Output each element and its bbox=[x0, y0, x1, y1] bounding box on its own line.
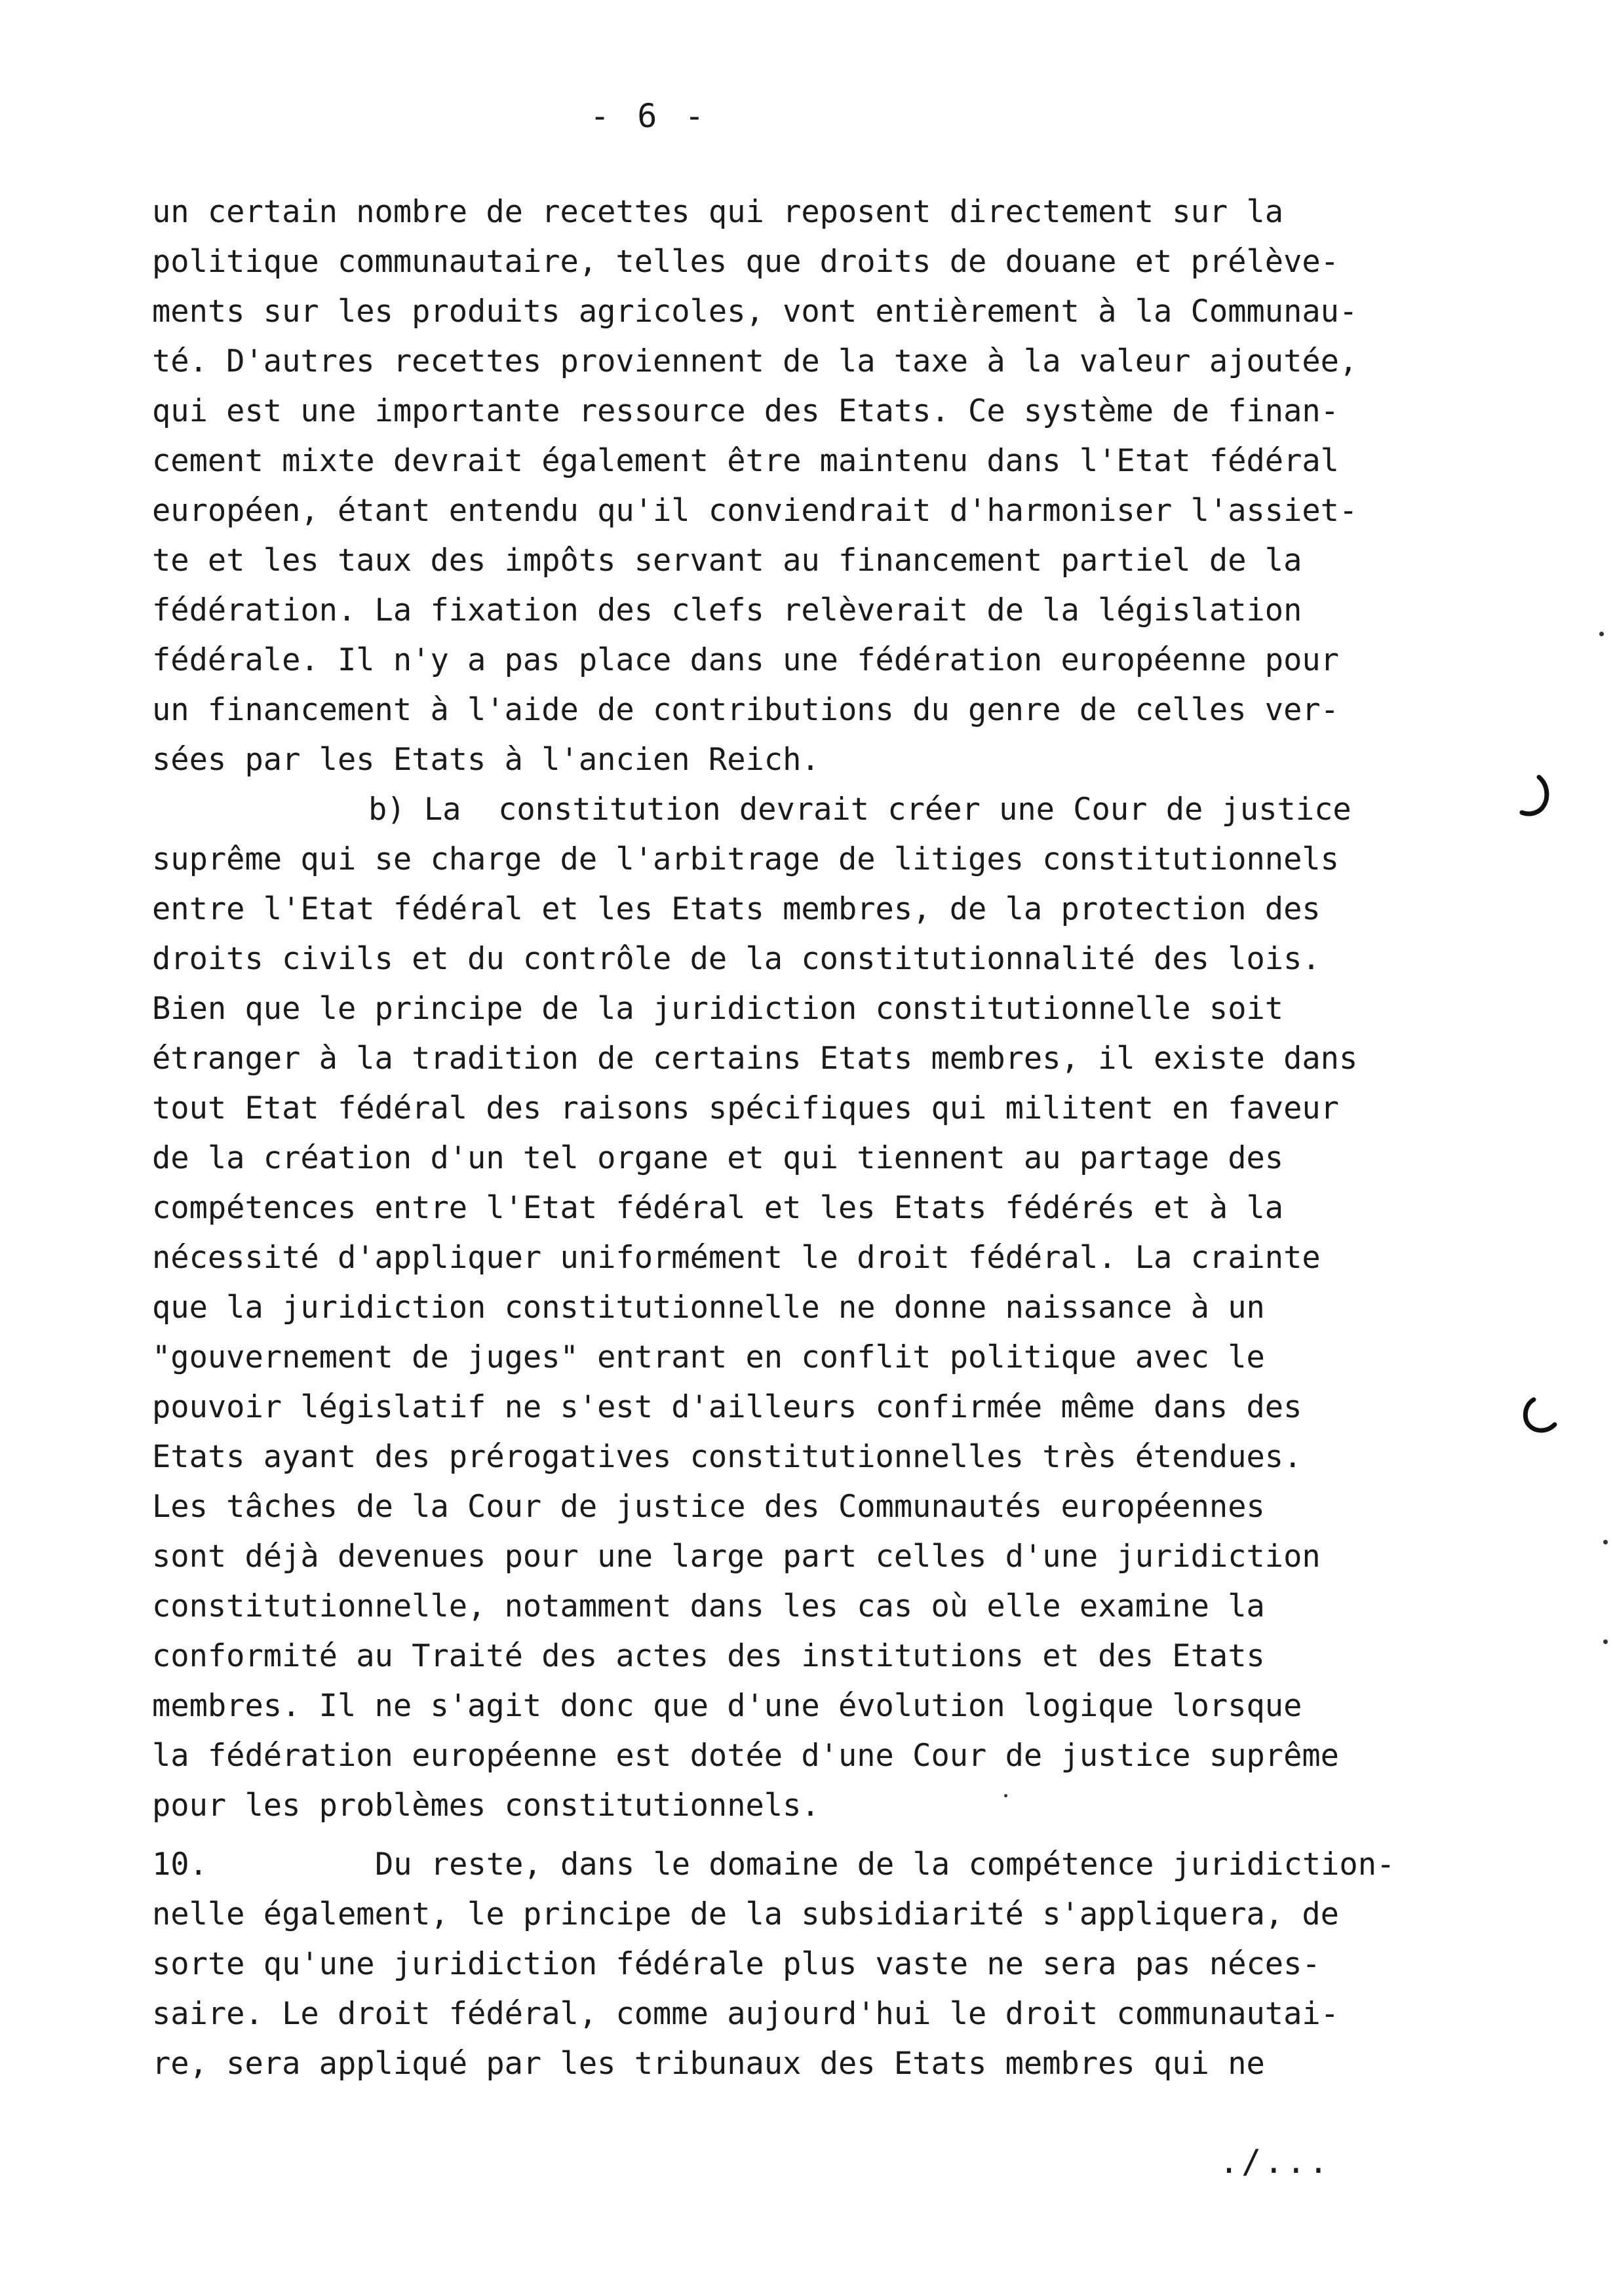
text-line: de la création d'un tel organe et qui tiennent au partage des bbox=[152, 1140, 1284, 1176]
text-line: re, sera appliqué par les tribunaux des Etats membres qui ne bbox=[152, 2046, 1265, 2082]
text-line: b) La constitution devrait créer une Cour de justice bbox=[368, 792, 1352, 828]
text-line: Etats ayant des prérogatives constitutionnelles très étendues. bbox=[152, 1439, 1302, 1475]
text-line: pouvoir législatif ne s'est d'ailleurs confirmée même dans des bbox=[152, 1389, 1302, 1425]
text-line: la fédération européenne est dotée d'une Cour de justice suprême bbox=[152, 1738, 1339, 1774]
text-line: saire. Le droit fédéral, comme aujourd'hui le droit communautai- bbox=[152, 1996, 1339, 2032]
page-number: - 6 - bbox=[590, 97, 709, 135]
scan-speck bbox=[1004, 1794, 1007, 1797]
text-line: fédérale. Il n'y a pas place dans une fédération européenne pour bbox=[152, 642, 1339, 678]
text-line: nécessité d'appliquer uniformément le droit fédéral. La crainte bbox=[152, 1240, 1321, 1276]
text-line: té. D'autres recettes proviennent de la taxe à la valeur ajoutée, bbox=[152, 343, 1358, 379]
text-line: européen, étant entendu qu'il conviendrait d'harmoniser l'assiet- bbox=[152, 493, 1358, 529]
text-line bbox=[152, 1840, 1489, 1890]
text-line: conformité au Traité des actes des institutions et des Etats bbox=[152, 1638, 1265, 1674]
text-line: cement mixte devrait également être maintenu dans l'Etat fédéral bbox=[152, 443, 1339, 479]
text-line: un certain nombre de recettes qui reposent directement sur la bbox=[152, 194, 1284, 230]
paragraph-10 bbox=[152, 1840, 1489, 2089]
text-line: "gouvernement de juges" entrant en conflit politique avec le bbox=[152, 1339, 1265, 1375]
text-line: ments sur les produits agricoles, vont entièrement à la Communau- bbox=[152, 294, 1358, 330]
text-line: sont déjà devenues pour une large part celles d'une juridiction bbox=[152, 1539, 1321, 1575]
text-line: fédération. La fixation des clefs relèverait de la législation bbox=[152, 592, 1302, 628]
text-line: suprême qui se charge de l'arbitrage de litiges constitutionnels bbox=[152, 841, 1339, 877]
scan-speck bbox=[1603, 1639, 1608, 1644]
text-line: Les tâches de la Cour de justice des Communautés européennes bbox=[152, 1489, 1265, 1525]
scan-speck bbox=[1599, 632, 1604, 636]
text-line: membres. Il ne s'agit donc que d'une évolution logique lorsque bbox=[152, 1688, 1302, 1724]
text-line: constitutionnelle, notamment dans les cas où elle examine la bbox=[152, 1588, 1265, 1624]
paragraph-financement bbox=[152, 187, 1489, 785]
continuation-mark: ./... bbox=[1219, 2143, 1331, 2181]
text-line: tout Etat fédéral des raisons spécifiques qui militent en faveur bbox=[152, 1090, 1339, 1126]
text-line: nelle également, le principe de la subsidiarité s'appliquera, de bbox=[152, 1896, 1339, 1932]
text-line: pour les problèmes constitutionnels. bbox=[152, 1788, 820, 1824]
text-line: sées par les Etats à l'ancien Reich. bbox=[152, 742, 820, 778]
text-line: qui est une importante ressource des Etats. Ce système de finan- bbox=[152, 393, 1339, 429]
text-line: droits civils et du contrôle de la constitutionnalité des lois. bbox=[152, 941, 1321, 977]
body-text bbox=[152, 187, 1489, 2089]
paragraph-10-first-line: Du reste, dans le domaine de la compétence juridiction- bbox=[375, 1846, 1395, 1883]
scan-speck bbox=[1603, 1540, 1608, 1544]
text-line: un financement à l'aide de contributions du genre de celles ver- bbox=[152, 692, 1339, 728]
text-line: entre l'Etat fédéral et les Etats membres, de la protection des bbox=[152, 891, 1321, 927]
text-line: que la juridiction constitutionnelle ne donne naissance à un bbox=[152, 1290, 1265, 1326]
text-line: politique communautaire, telles que droits de douane et prélève- bbox=[152, 244, 1339, 280]
text-line: Bien que le principe de la juridiction constitutionnelle soit bbox=[152, 991, 1284, 1027]
text-line: compétences entre l'Etat fédéral et les Etats fédérés et à la bbox=[152, 1190, 1284, 1226]
text-line: sorte qu'une juridiction fédérale plus vaste ne sera pas néces- bbox=[152, 1946, 1321, 1982]
binder-hole-mark-icon bbox=[1519, 1396, 1560, 1438]
text-line: te et les taux des impôts servant au financement partiel de la bbox=[152, 543, 1302, 579]
binder-hole-mark-icon bbox=[1519, 773, 1553, 819]
text-line: étranger à la tradition de certains Etats membres, il existe dans bbox=[152, 1041, 1358, 1077]
paragraph-number: 10. bbox=[152, 1846, 208, 1883]
paragraph-cour-de-justice bbox=[152, 785, 1489, 1831]
